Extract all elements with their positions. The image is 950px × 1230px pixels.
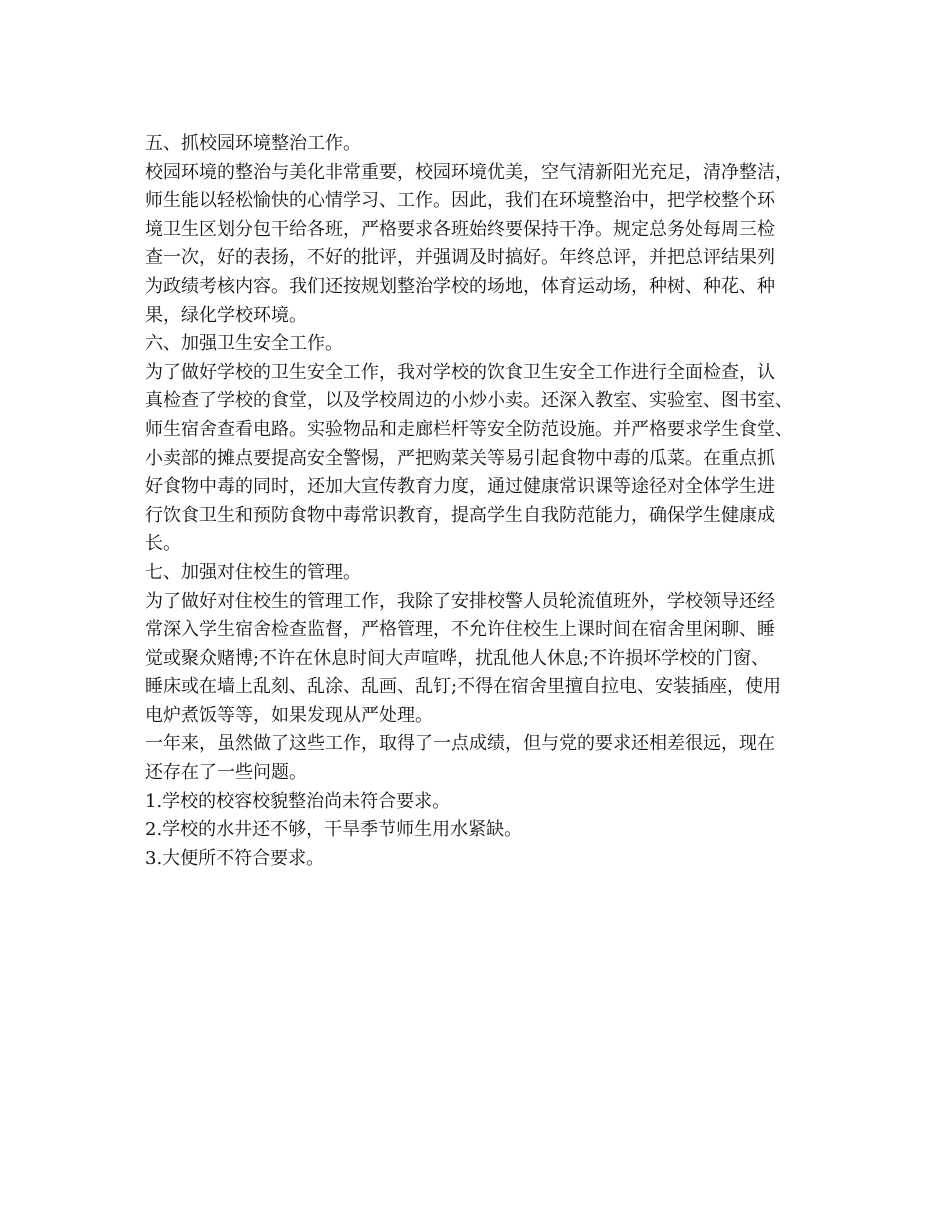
paragraph-line: 睡床或在墙上乱刻、乱涂、乱画、乱钉;不得在宿舍里擅自拉电、安装插座，使用 [145, 676, 782, 698]
paragraph-line: 一年来，虽然做了这些工作，取得了一点成绩，但与党的要求还相差很远，现在 [145, 733, 775, 755]
paragraph-line: 为政绩考核内容。我们还按规划整治学校的场地，体育运动场，种树、种花、种 [145, 275, 775, 297]
paragraph-line: 师生能以轻松愉快的心情学习、工作。因此，我们在环境整治中，把学校整个环 [145, 190, 775, 212]
section-heading-7: 七、加强对住校生的管理。 [145, 561, 361, 583]
paragraph-line: 为了做好对住校生的管理工作，我除了安排校警人员轮流值班外，学校领导还经 [145, 590, 775, 612]
paragraph-line: 还存在了一些问题。 [145, 762, 307, 784]
paragraph-line: 常深入学生宿舍检查监督，严格管理，不允许住校生上课时间在宿舍里闲聊、睡 [145, 619, 775, 641]
paragraph-line: 觉或聚众赌博;不许在休息时间大声喧哗，扰乱他人休息;不许损坏学校的门窗、 [145, 647, 770, 669]
paragraph-line: 果，绿化学校环境。 [145, 304, 307, 326]
section-heading-6: 六、加强卫生安全工作。 [145, 333, 343, 355]
section-heading-5: 五、抓校园环境整治工作。 [145, 133, 361, 154]
paragraph-line: 电炉煮饭等等，如果发现从严处理。 [145, 704, 433, 726]
paragraph-line: 长。 [145, 533, 181, 555]
paragraph-line: 好食物中毒的同时，还加大宣传教育力度，通过健康常识课等途径对全体学生进 [145, 476, 775, 498]
list-item-1: 1.学校的校容校貌整治尚未符合要求。 [145, 790, 451, 812]
paragraph-line: 小卖部的摊点要提高安全警惕，严把购菜关等易引起食物中毒的瓜菜。在重点抓 [145, 447, 775, 469]
paragraph-line: 为了做好学校的卫生安全工作，我对学校的饮食卫生安全工作进行全面检查，认 [145, 361, 775, 383]
paragraph-line: 真检查了学校的食堂，以及学校周边的小炒小卖。还深入教室、实验室、图书室、 [145, 390, 793, 412]
list-item-2: 2.学校的水井还不够，干旱季节师生用水紧缺。 [145, 819, 523, 841]
paragraph-line: 校园环境的整治与美化非常重要，校园环境优美，空气清新阳光充足，清净整洁， [145, 161, 793, 183]
paragraph-line: 境卫生区划分包干给各班，严格要求各班始终要保持干净。规定总务处每周三检 [145, 218, 775, 240]
paragraph-line: 行饮食卫生和预防食物中毒常识教育，提高学生自我防范能力，确保学生健康成 [145, 504, 775, 526]
paragraph-line: 师生宿舍查看电路。实验物品和走廊栏杆等安全防范设施。并严格要求学生食堂、 [145, 418, 793, 440]
list-item-3: 3.大便所不符合要求。 [145, 847, 325, 869]
document-body [145, 130, 805, 873]
paragraph-line: 查一次，好的表扬，不好的批评，并强调及时搞好。年终总评，并把总评结果列 [145, 247, 775, 269]
